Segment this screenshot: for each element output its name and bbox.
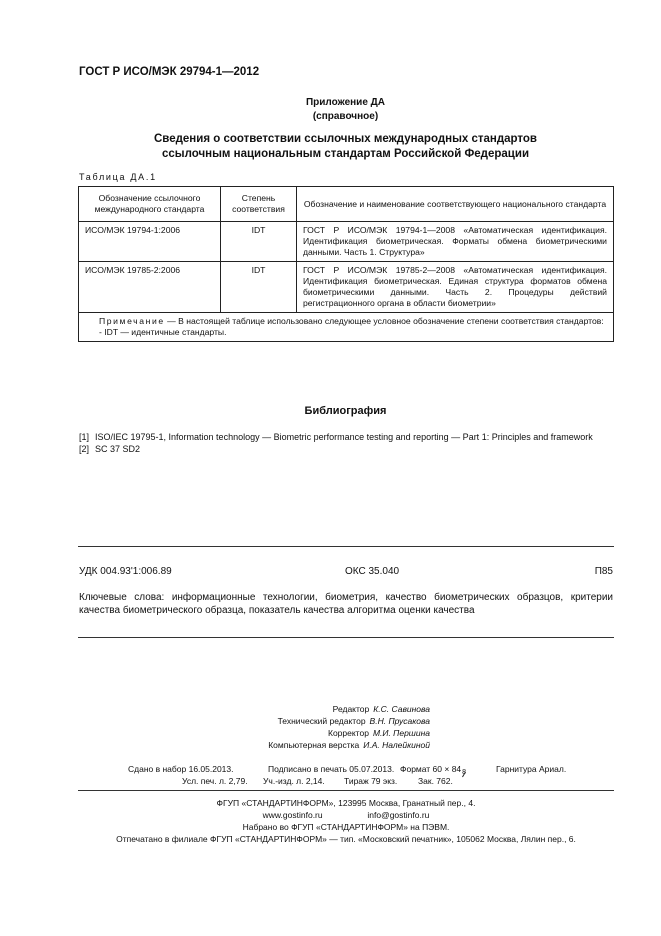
annex-title: Приложение ДА bbox=[305, 97, 386, 108]
staff-editor bbox=[150, 704, 430, 714]
correspondence-table bbox=[78, 186, 614, 342]
annex-title-block bbox=[78, 96, 613, 124]
bibliography-number: [1] bbox=[79, 432, 90, 442]
table-header-row bbox=[79, 187, 614, 222]
table-row bbox=[79, 222, 614, 262]
staff-role: Корректор bbox=[328, 728, 369, 738]
bibliography-title: Библиография bbox=[304, 405, 387, 417]
footer-email[interactable]: info@gostinfo.ru bbox=[367, 810, 430, 820]
pub-format-prefix: Формат 60 × 84 bbox=[400, 764, 462, 774]
cell-national-standard: ГОСТ Р ИСО/МЭК 19785-2—2008 «Автоматическая идентификация. Идентификация биометрическая. Единая структура форматов обмена биометрическими данными. Часть 2. Процедуры действий регистрационного органа в области биометрии» bbox=[297, 262, 614, 313]
divider-middle bbox=[78, 637, 614, 638]
staff-layout bbox=[150, 740, 430, 750]
table-note-row bbox=[79, 313, 614, 342]
footer-contacts bbox=[78, 810, 614, 820]
table-label: Таблица ДА.1 bbox=[79, 172, 157, 182]
footer-typeset: Набрано во ФГУП «СТАНДАРТИНФОРМ» на ПЭВМ. bbox=[242, 822, 450, 832]
table-note bbox=[79, 313, 614, 342]
staff-name: К.С. Савинова bbox=[373, 704, 430, 714]
pub-typeface: Гарнитура Ариал. bbox=[496, 764, 567, 774]
divider-top bbox=[78, 546, 614, 547]
oks-code: ОКС 35.040 bbox=[345, 566, 400, 577]
bibliography-list bbox=[79, 432, 613, 456]
udc-code: УДК 004.93'1:006.89 bbox=[79, 566, 172, 577]
note-text: — В настоящей таблице использовано следующее условное обозначение степени соответствия стандартов: bbox=[164, 316, 604, 326]
pub-order: Зак. 762. bbox=[418, 776, 453, 786]
footer-website[interactable]: www.gostinfo.ru bbox=[262, 810, 323, 820]
staff-tech-editor bbox=[150, 716, 430, 726]
annex-heading bbox=[78, 132, 613, 162]
header-degree: Степень соответствия bbox=[221, 187, 297, 222]
keywords: Ключевые слова: информационные технологии, биометрия, качество биометрических образцов, критерии качества биометрического образца, показатель качества алгоритма оценки качества bbox=[79, 592, 613, 616]
annex-subtitle: (справочное) bbox=[312, 111, 379, 122]
pub-run: Тираж 79 экз. bbox=[344, 776, 398, 786]
cell-national-standard: ГОСТ Р ИСО/МЭК 19794-1—2008 «Автоматическая идентификация. Идентификация биометрическая. Форматы обмена биометрическими данными. Часть 1. Структура» bbox=[297, 222, 614, 262]
pub-format-suffix: 8 bbox=[462, 769, 467, 776]
bibliography-text: ISO/IEC 19795-1, Information technology — Biometric performance testing and reporting — Part 1: Principles and framework bbox=[95, 432, 593, 442]
pub-format bbox=[400, 764, 466, 776]
staff-corrector bbox=[150, 728, 430, 738]
footer-organization: ФГУП «СТАНДАРТИНФОРМ», 123995 Москва, Гранатный пер., 4. bbox=[216, 798, 476, 808]
staff-name: В.Н. Прусакова bbox=[369, 716, 430, 726]
cell-degree: IDT bbox=[221, 222, 297, 262]
staff-role: Технический редактор bbox=[277, 716, 366, 726]
staff-role: Редактор bbox=[332, 704, 370, 714]
standard-code-header: ГОСТ Р ИСО/МЭК 29794-1—2012 bbox=[79, 66, 260, 78]
pub-signed: Подписано в печать 05.07.2013. bbox=[268, 764, 395, 774]
bibliography-entry bbox=[79, 432, 613, 444]
note-item: - IDT — идентичные стандарты. bbox=[99, 327, 227, 337]
divider-bottom bbox=[78, 790, 614, 791]
pub-publisher-sheets: Уч.-изд. л. 2,14. bbox=[263, 776, 325, 786]
pub-typeset: Сдано в набор 16.05.2013. bbox=[128, 764, 234, 774]
pub-sheets: Усл. печ. л. 2,79. bbox=[182, 776, 248, 786]
footer-printed: Отпечатано в филиале ФГУП «СТАНДАРТИНФОРМ» — тип. «Московский печатник», 105062 Москва, Лялин пер., 6. bbox=[116, 834, 576, 844]
table-row bbox=[79, 262, 614, 313]
cell-degree: IDT bbox=[221, 262, 297, 313]
category-code: П85 bbox=[594, 566, 613, 577]
bibliography-number: [2] bbox=[79, 443, 90, 454]
bibliography-entry bbox=[79, 444, 613, 456]
note-label: Примечание bbox=[99, 316, 165, 326]
staff-role: Компьютерная верстка bbox=[268, 740, 360, 750]
annex-heading-line-1: Сведения о соответствии ссылочных международных стандартов bbox=[153, 133, 537, 145]
annex-heading-line-2: ссылочным национальным стандартам Российской Федерации bbox=[161, 148, 530, 160]
staff-name: М.И. Першина bbox=[372, 728, 430, 738]
bibliography-text: SC 37 SD2 bbox=[95, 443, 141, 454]
cell-international-standard: ИСО/МЭК 19794-1:2006 bbox=[79, 222, 221, 262]
staff-name: И.А. Налейкиной bbox=[363, 740, 430, 750]
cell-international-standard: ИСО/МЭК 19785-2:2006 bbox=[79, 262, 221, 313]
header-national-standard: Обозначение и наименование соответствующего национального стандарта bbox=[297, 187, 614, 222]
note-line bbox=[85, 316, 607, 327]
header-international-standard: Обозначение ссылочного международного стандарта bbox=[79, 187, 221, 222]
